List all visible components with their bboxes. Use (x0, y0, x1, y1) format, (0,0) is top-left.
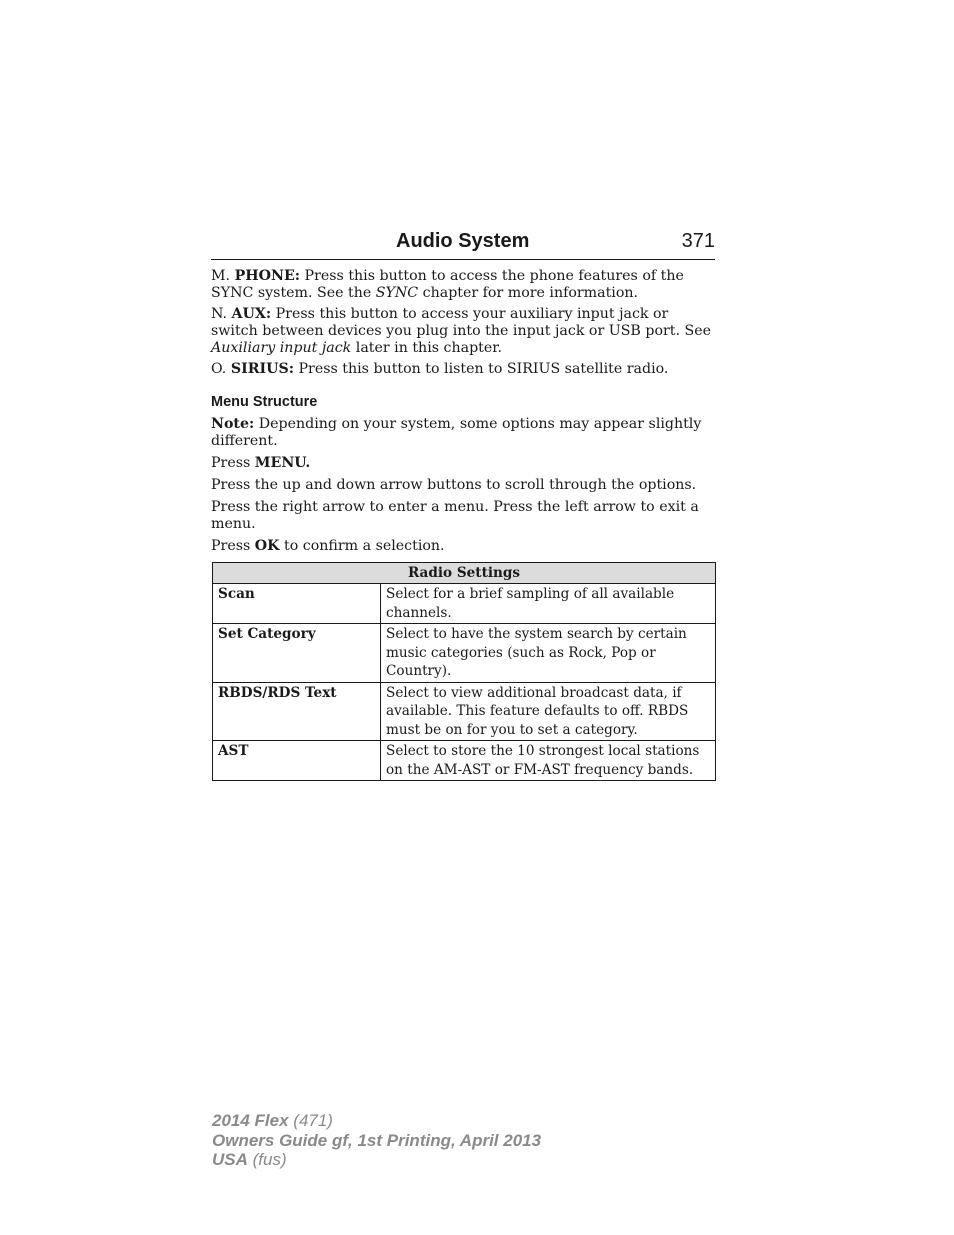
scroll-paragraph: Press the up and down arrow buttons to scroll through the options. (211, 477, 697, 493)
row-description: Select to store the 10 strongest local stations on the AM-AST or FM-AST frequency bands. (381, 741, 716, 781)
footer-line-model: 2014 Flex (471) (212, 1111, 333, 1130)
term-phone: PHONE: (234, 268, 301, 284)
table-row (213, 682, 716, 741)
note-label: Note: (211, 416, 255, 432)
row-description: Select for a brief sampling of all available channels. (381, 584, 716, 624)
link-sync-chapter: SYNC (375, 285, 419, 301)
footer-line-market: USA (fus) (212, 1150, 287, 1169)
note-paragraph: Note: Depending on your system, some options may appear slightly different. (211, 416, 702, 449)
list-item-sirius: O. SIRIUS: Press this button to listen to SIRIUS satellite radio. (211, 361, 669, 377)
term-aux: AUX: (231, 306, 272, 322)
list-item-aux: N. AUX: Press this button to access your auxiliary input jack or switch between devices you plug into the input jack or USB port. See Auxiliary input jack later in this chapter. (211, 306, 712, 356)
ok-key: OK (254, 538, 280, 554)
footer-line-guide: Owners Guide gf, 1st Printing, April 2013 (212, 1130, 542, 1150)
row-label: Scan (213, 584, 381, 624)
menu-key: MENU. (254, 455, 311, 471)
section-heading: Menu Structure (211, 394, 318, 410)
page-footer (212, 1111, 541, 1170)
link-auxiliary-input-jack: Auxiliary input jack (211, 340, 352, 356)
table-row (213, 624, 716, 683)
page-header (211, 229, 715, 260)
row-description: Select to view additional broadcast data, if available. This feature defaults to off. RBDS must be on for you to set a category. (381, 682, 716, 741)
page-number: 371 (681, 230, 715, 252)
table-title: Radio Settings (213, 563, 716, 584)
table-row (213, 584, 716, 624)
term-sirius: SIRIUS: (230, 361, 294, 377)
confirm-paragraph: Press OK to confirm a selection. (211, 538, 445, 554)
row-label: AST (213, 741, 381, 781)
press-menu-paragraph: Press MENU. (211, 455, 311, 471)
enter-exit-paragraph: Press the right arrow to enter a menu. Press the left arrow to exit a menu. (211, 499, 699, 532)
row-label: RBDS/RDS Text (213, 682, 381, 741)
table-row (213, 741, 716, 781)
body-text (211, 268, 716, 560)
radio-settings-table (212, 562, 716, 781)
row-description: Select to have the system search by certain music categories (such as Rock, Pop or Country). (381, 624, 716, 683)
list-item-phone: M. PHONE: Press this button to access the phone features of the SYNC system. See the SYNC chapter for more information. (211, 268, 684, 301)
page-title: Audio System (396, 230, 530, 252)
row-label: Set Category (213, 624, 381, 683)
table-header-row (213, 563, 716, 584)
